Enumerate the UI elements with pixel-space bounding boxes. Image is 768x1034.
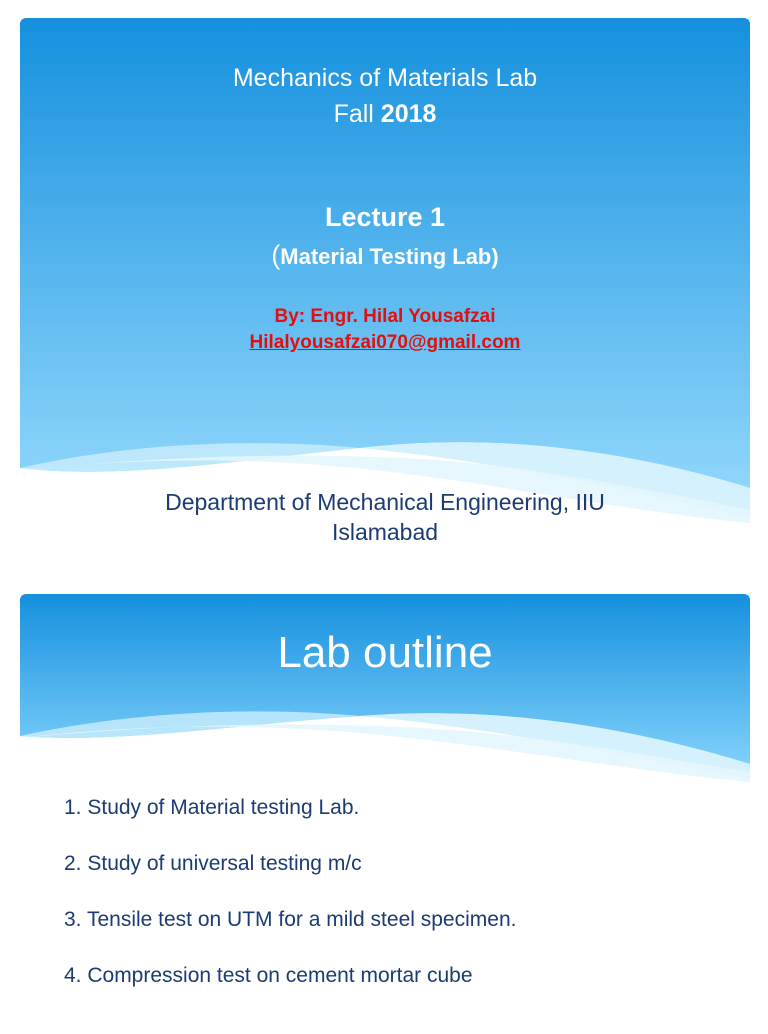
outline-item: 3. Tensile test on UTM for a mild steel specimen. [64,908,517,931]
department [20,487,750,547]
author-email-link[interactable]: Hilalyousafzai070@gmail.com [249,332,521,353]
outline-item: 1. Study of Material testing Lab. [64,796,360,819]
outline-item: 2. Study of universal testing m/c [64,852,362,875]
course-title-line: Mechanics of Materials Lab [232,64,538,92]
author-block [20,304,750,356]
department-line: Department of Mechanical Engineering, IIU [165,489,605,515]
term-year: 2018 [380,100,437,128]
outline-item: 4. Compression test on cement mortar cube [64,964,473,987]
subtitle-text: Material Testing Lab [280,244,492,269]
department-city: Islamabad [331,519,439,545]
subtitle-paren-close: ) [491,244,499,269]
author-name: By: Engr. Hilal Yousafzai [274,306,496,327]
lecture-number: Lecture 1 [324,202,446,232]
title-slide [20,18,750,570]
outline-slide [20,594,750,1034]
subtitle-paren-open: ( [271,240,281,270]
sky-wave-background [20,594,750,794]
course-title [20,60,750,132]
term-label: Fall [333,100,381,128]
course-term [20,96,750,132]
outline-title: Lab outline [277,628,493,677]
lecture-subtitle [20,240,750,271]
